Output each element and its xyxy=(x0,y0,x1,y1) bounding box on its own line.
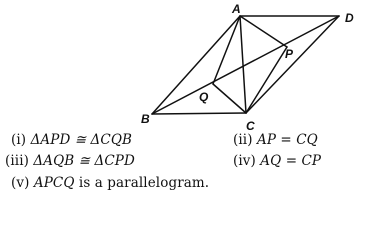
side-bc xyxy=(152,113,246,114)
statement-expression: ΔAQB ≅ ΔCPD xyxy=(33,153,135,169)
statement-expression: ΔAPD ≅ ΔCQB xyxy=(30,132,133,148)
statement-rest: is a parallelogram. xyxy=(74,175,210,191)
vertex-label-q: Q xyxy=(199,90,209,104)
statement-4 xyxy=(233,153,321,169)
statement-expression: AQ = CP xyxy=(260,153,322,169)
segment-qc xyxy=(213,84,246,113)
side-cd xyxy=(246,16,339,113)
vertex-label-d: D xyxy=(345,11,354,25)
segment-aq xyxy=(213,16,240,84)
statement-number: (ii) xyxy=(233,132,253,148)
vertex-label-p: P xyxy=(285,47,294,61)
side-ab xyxy=(152,16,240,114)
vertex-label-b: B xyxy=(141,112,150,126)
statement-expression: APCQ xyxy=(33,175,75,191)
segment-ap xyxy=(240,16,287,47)
segment-pc xyxy=(246,47,287,113)
statement-number: (v) xyxy=(11,175,30,191)
statement-number: (iv) xyxy=(233,153,256,169)
vertex-label-a: A xyxy=(232,2,241,16)
statement-5 xyxy=(11,175,209,191)
statement-expression: AP = CQ xyxy=(256,132,318,148)
statement-2 xyxy=(233,132,318,148)
statement-1 xyxy=(11,132,132,148)
vertex-label-c: C xyxy=(246,119,255,133)
statement-number: (iii) xyxy=(5,153,29,169)
statement-3 xyxy=(5,153,135,169)
statement-number: (i) xyxy=(11,132,27,148)
